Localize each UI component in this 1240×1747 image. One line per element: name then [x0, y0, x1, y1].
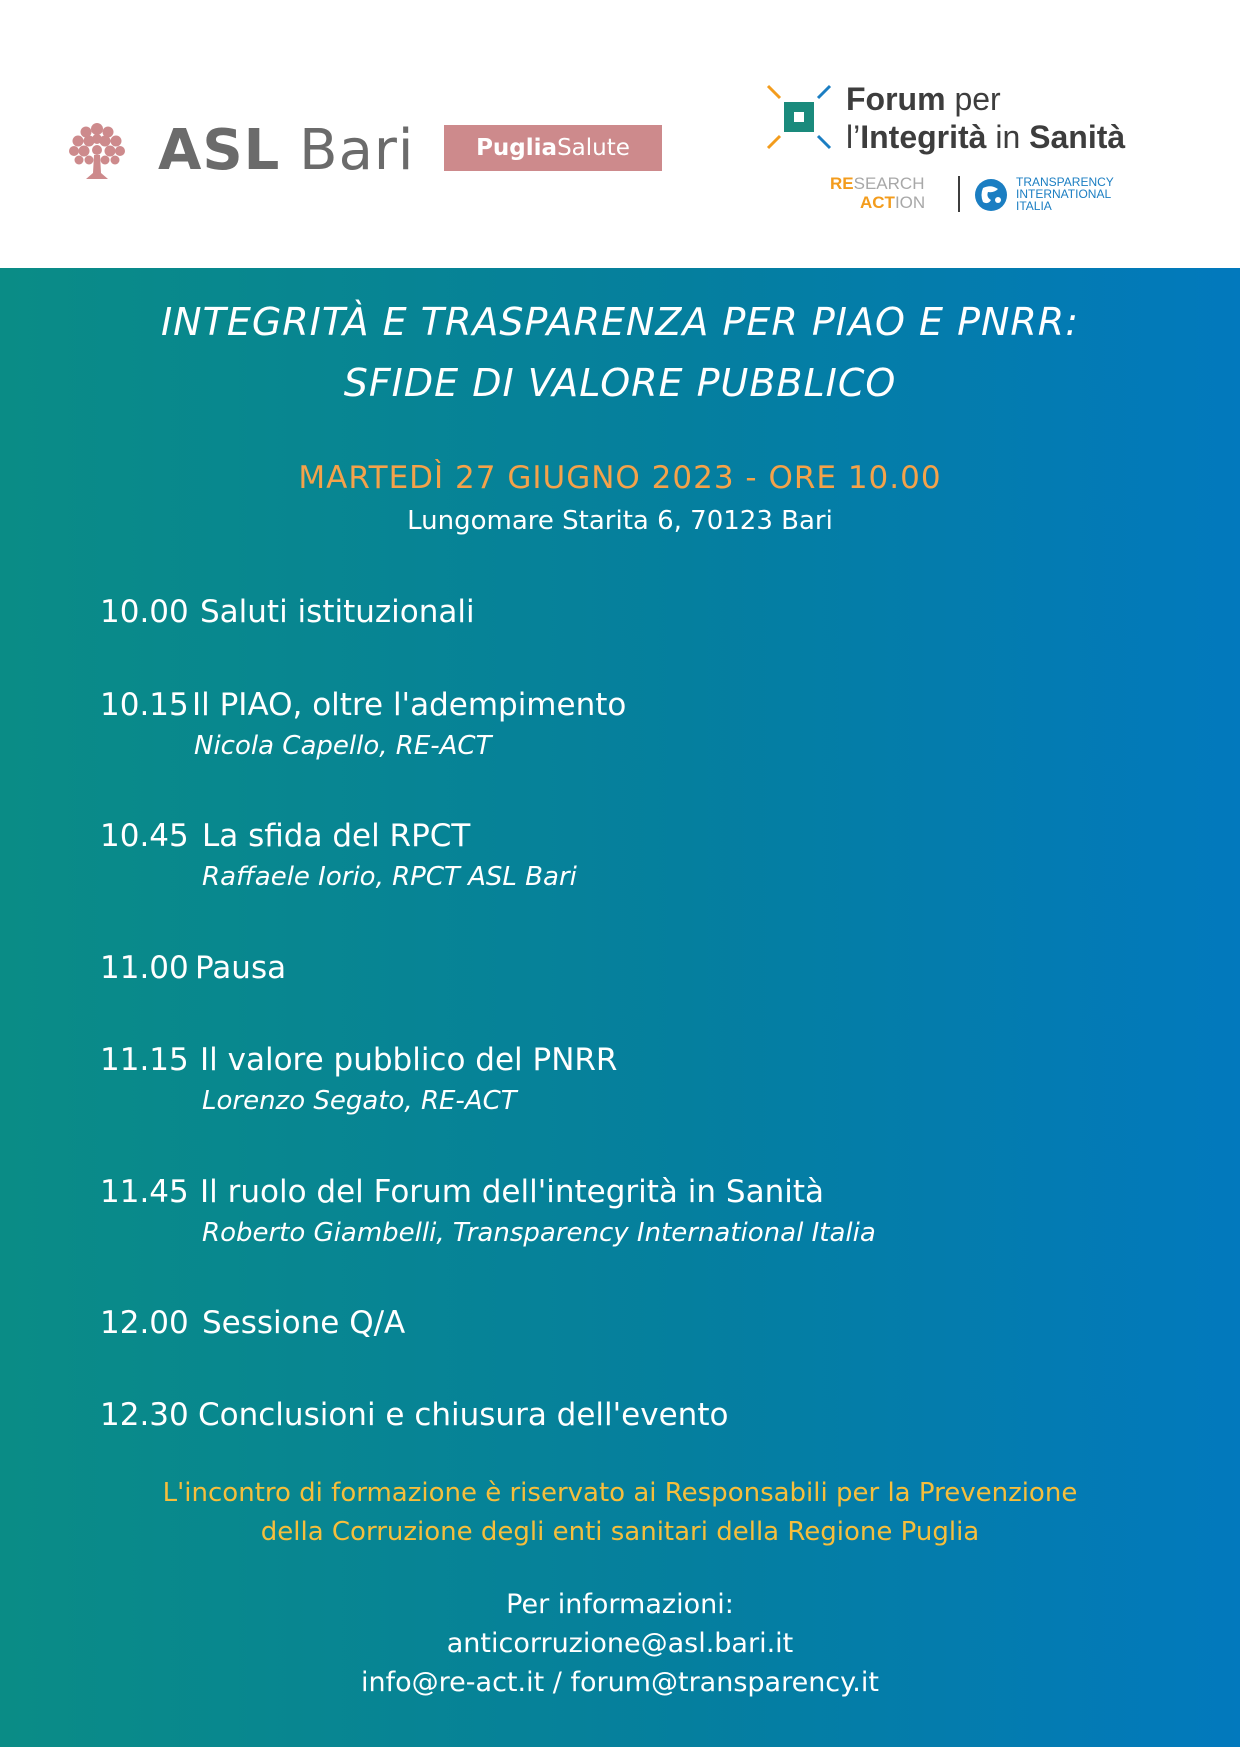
- logo-separator: [958, 176, 960, 212]
- forum-integrita-logo: [766, 80, 1186, 220]
- per-word: per: [945, 81, 1001, 117]
- agenda-speaker: Raffaele Iorio, RPCT ASL Bari: [202, 862, 577, 892]
- agenda-time: 10.45: [100, 818, 189, 854]
- asl-text: ASL: [158, 118, 281, 183]
- agenda-title: Saluti istituzionali: [200, 594, 475, 630]
- asl-bari-logo: [68, 116, 668, 186]
- ti-line2: INTERNATIONAL: [1016, 187, 1112, 201]
- audience-note-line2: della Corruzione degli enti sanitari della Regione Puglia: [260, 1517, 980, 1547]
- agenda-title: Il valore pubblico del PNRR: [200, 1042, 618, 1078]
- agenda-time: 11.45: [100, 1174, 189, 1210]
- agenda-title: La sfida del RPCT: [202, 818, 471, 854]
- partner-logos: [830, 174, 1190, 216]
- contact-email-forum[interactable]: info@re-act.it / forum@transparency.it: [361, 1667, 879, 1698]
- contact-info: [0, 1585, 1240, 1702]
- forum-word: Forum: [846, 81, 946, 117]
- sanita-word: Sanità: [1029, 119, 1126, 155]
- agenda-speaker: Nicola Capello, RE-ACT: [194, 731, 492, 761]
- transparency-text: [1016, 176, 1114, 212]
- research-action-logo: [830, 174, 925, 212]
- action-rest: ION: [894, 193, 926, 212]
- bari-text: Bari: [280, 118, 415, 183]
- event-title: [0, 292, 1240, 414]
- contact-email-asl[interactable]: anticorruzione@asl.bari.it: [446, 1628, 794, 1659]
- forum-title: [846, 80, 1125, 156]
- puglia-salute-badge: [444, 125, 662, 171]
- agenda-speaker: Roberto Giambelli, Transparency International Italia: [202, 1218, 876, 1248]
- event-title-line2: SFIDE DI VALORE PUBBLICO: [343, 361, 897, 405]
- event-title-line1: INTEGRITÀ E TRASPARENZA PER PIAO E PNRR:: [160, 300, 1080, 344]
- agenda-title: Conclusioni e chiusura dell'evento: [198, 1397, 729, 1433]
- integrita-word: Integrità: [860, 119, 987, 155]
- agenda-time: 11.00: [100, 950, 189, 986]
- agenda-title: Il PIAO, oltre l'adempimento: [192, 687, 627, 723]
- asl-bari-wordmark: [158, 116, 414, 186]
- ti-line3: ITALIA: [1016, 199, 1052, 213]
- tree-icon: [68, 121, 126, 181]
- puglia-text: Puglia: [476, 135, 558, 161]
- event-date: MARTEDÌ 27 GIUGNO 2023 - ORE 10.00: [298, 460, 942, 496]
- in-word: in: [986, 119, 1030, 155]
- contact-label: Per informazioni:: [506, 1589, 734, 1620]
- agenda-title: Il ruolo del Forum dell'integrità in Sanità: [200, 1174, 824, 1210]
- agenda-title: Sessione Q/A: [202, 1305, 406, 1341]
- agenda-speaker: Lorenzo Segato, RE-ACT: [202, 1086, 517, 1116]
- audience-note-line1: L'incontro di formazione è riservato ai Responsabili per la Prevenzione: [162, 1478, 1078, 1508]
- audience-note: [0, 1474, 1240, 1552]
- agenda-time: 10.00: [100, 594, 189, 630]
- event-panel: [0, 268, 1240, 1747]
- event-address: Lungomare Starita 6, 70123 Bari: [407, 506, 833, 536]
- header: [0, 0, 1240, 268]
- agenda-title: Pausa: [195, 950, 287, 986]
- agenda-time: 12.00: [100, 1305, 189, 1341]
- research-rest: SEARCH: [853, 174, 925, 193]
- transparency-globe-icon: [974, 178, 1008, 212]
- action-act: ACT: [860, 193, 895, 212]
- agenda-time: 10.15: [100, 687, 189, 723]
- forum-square-icon: [766, 84, 832, 150]
- l-prefix: l’: [846, 119, 861, 155]
- salute-text: Salute: [557, 135, 630, 161]
- research-re: RE: [830, 174, 854, 193]
- agenda-time: 11.15: [100, 1042, 189, 1078]
- agenda-time: 12.30: [100, 1397, 189, 1433]
- ti-line1: TRANSPARENCY: [1016, 175, 1114, 189]
